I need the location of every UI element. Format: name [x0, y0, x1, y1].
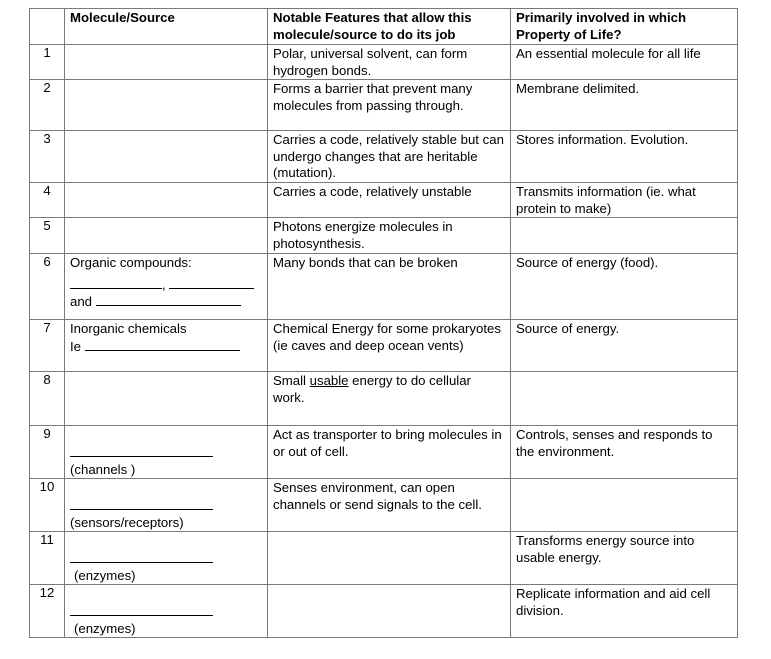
row-number: 12 [30, 585, 65, 638]
table-row [30, 80, 738, 131]
property-cell: Stores information. Evolution. [511, 131, 738, 183]
answer-blank[interactable] [70, 276, 162, 289]
comma: , [162, 276, 166, 292]
molecule-hint: (channels ) [70, 461, 136, 477]
property-cell [511, 218, 738, 254]
features-text: energy to do cellular work. [273, 373, 471, 405]
property-cell: Source of energy (food). [511, 254, 738, 320]
row-number: 10 [30, 479, 65, 532]
property-cell: Source of energy. [511, 320, 738, 372]
blank-line-group [70, 293, 263, 311]
molecule-cell [65, 426, 268, 479]
molecule-cell [65, 183, 268, 218]
property-cell: Transmits information (ie. what protein to make) [511, 183, 738, 218]
row-number: 1 [30, 45, 65, 80]
row-number: 7 [30, 320, 65, 372]
table-row [30, 131, 738, 183]
table-row [30, 45, 738, 80]
features-cell [268, 372, 511, 426]
molecule-cell [65, 585, 268, 638]
property-cell: Transforms energy source into usable energy. [511, 532, 738, 585]
answer-blank[interactable] [70, 603, 213, 616]
answer-blank[interactable] [70, 444, 213, 457]
features-cell [268, 532, 511, 585]
features-cell: Carries a code, relatively stable but can undergo changes that are heritable (mutation). [268, 131, 511, 183]
features-cell: Chemical Energy for some prokaryotes (ie caves and deep ocean vents) [268, 320, 511, 372]
row-number: 6 [30, 254, 65, 320]
answer-blank[interactable] [70, 550, 213, 563]
table-row [30, 479, 738, 532]
blank-line-group [70, 603, 263, 621]
row-number: 2 [30, 80, 65, 131]
molecule-cell [65, 80, 268, 131]
blank-line-group [70, 497, 263, 515]
table-row [30, 320, 738, 372]
row-number: 5 [30, 218, 65, 254]
molecule-label: Inorganic chemicals [70, 321, 187, 336]
table-row [30, 585, 738, 638]
molecule-cell [65, 131, 268, 183]
row-number: 4 [30, 183, 65, 218]
features-text: Small [273, 373, 310, 388]
molecule-hint: (enzymes) [74, 567, 136, 583]
answer-blank[interactable] [70, 497, 213, 510]
features-cell: Forms a barrier that prevent many molecules from passing through. [268, 80, 511, 131]
blank-line-group [70, 444, 263, 462]
answer-blank[interactable] [169, 276, 254, 289]
molecule-cell [65, 218, 268, 254]
features-cell: Photons energize molecules in photosynthesis. [268, 218, 511, 254]
blank-line-group [70, 338, 263, 356]
table-row [30, 532, 738, 585]
blank-line-group [70, 276, 263, 294]
row-number: 8 [30, 372, 65, 426]
header-property-of-life: Primarily involved in which Property of Life? [511, 9, 738, 45]
property-cell: Controls, senses and responds to the environment. [511, 426, 738, 479]
molecule-cell [65, 45, 268, 80]
table-row [30, 426, 738, 479]
molecule-hint: (sensors/receptors) [70, 514, 184, 530]
table-row [30, 218, 738, 254]
property-cell [511, 479, 738, 532]
molecule-cell [65, 254, 268, 320]
header-molecule-source: Molecule/Source [65, 9, 268, 45]
row-number: 11 [30, 532, 65, 585]
molecule-cell [65, 479, 268, 532]
row-number: 3 [30, 131, 65, 183]
molecule-hint: (enzymes) [74, 620, 136, 636]
answer-blank[interactable] [96, 293, 241, 306]
header-number [30, 9, 65, 45]
table-row [30, 183, 738, 218]
molecule-cell [65, 320, 268, 372]
features-cell [268, 585, 511, 638]
properties-of-life-table [29, 8, 738, 638]
header-notable-features: Notable Features that allow this molecule/source to do its job [268, 9, 511, 45]
row-number: 9 [30, 426, 65, 479]
property-cell: An essential molecule for all life [511, 45, 738, 80]
features-cell: Polar, universal solvent, can form hydrogen bonds. [268, 45, 511, 80]
property-cell [511, 372, 738, 426]
molecule-cell [65, 532, 268, 585]
features-cell: Senses environment, can open channels or send signals to the cell. [268, 479, 511, 532]
blank-line-group [70, 550, 263, 568]
property-cell: Membrane delimited. [511, 80, 738, 131]
molecule-label: Organic compounds: [70, 255, 192, 270]
molecule-cell [65, 372, 268, 426]
features-cell: Many bonds that can be broken [268, 254, 511, 320]
answer-blank[interactable] [85, 338, 240, 351]
header-row [30, 9, 738, 45]
table-row [30, 372, 738, 426]
property-cell: Replicate information and aid cell division. [511, 585, 738, 638]
and-label: and [70, 294, 93, 309]
features-underlined-word: usable [309, 373, 349, 388]
table-row [30, 254, 738, 320]
ie-label: Ie [70, 338, 81, 354]
features-cell: Act as transporter to bring molecules in or out of cell. [268, 426, 511, 479]
features-cell: Carries a code, relatively unstable [268, 183, 511, 218]
